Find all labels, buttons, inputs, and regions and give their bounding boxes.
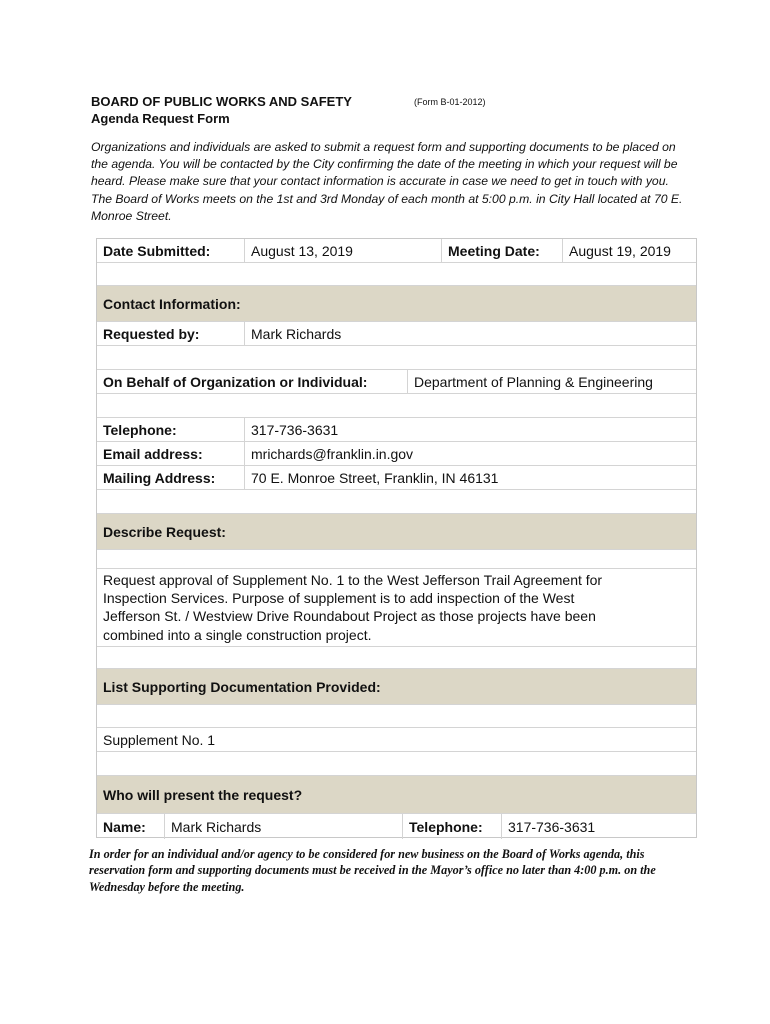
docs-section-header	[97, 669, 696, 705]
meeting-date-field[interactable]: August 19, 2019	[562, 239, 696, 262]
email-field[interactable]: mrichards@franklin.in.gov	[244, 442, 696, 465]
spacer-row	[97, 394, 696, 418]
meeting-date-label: Meeting Date:	[441, 239, 562, 262]
form-number: (Form B-01-2012)	[414, 97, 486, 107]
presenter-row	[97, 814, 696, 839]
intro-paragraph: Organizations and individuals are asked to submit a request form and supporting documents to be placed on the agenda. You will be contacted by the City confirming the date of the meeting in which your request will be heard. Please make sure that your contact information is accurate in case we need to get in touch with you. The Board of Works meets on the 1st and 3rd Monday of each month at 5:00 p.m. in City Hall located at 70 E. Monroe Street.	[91, 140, 683, 223]
agenda-request-table	[96, 238, 697, 838]
on-behalf-field[interactable]: Department of Planning & Engineering	[407, 370, 696, 393]
contact-section-header	[97, 286, 696, 322]
presenter-name-field[interactable]: Mark Richards	[164, 814, 402, 839]
presenter-name-label: Name:	[103, 818, 146, 835]
telephone-row	[97, 418, 696, 442]
presenter-phone-field[interactable]: 317-736-3631	[501, 814, 696, 839]
request-description-text	[103, 571, 683, 644]
date-submitted-label: Date Submitted:	[103, 242, 211, 259]
date-submitted-field[interactable]: August 13, 2019	[244, 239, 441, 262]
footer-note: In order for an individual and/or agency to be considered for new business on the Board of Works agenda, this reservation form and supporting documents must be received in the Mayor’s office no later than 4:00 p.m. on the Wednesday before the meeting.	[89, 847, 656, 894]
mailing-field[interactable]: 70 E. Monroe Street, Franklin, IN 46131	[244, 466, 696, 489]
email-row	[97, 442, 696, 466]
spacer-row	[97, 550, 696, 569]
spacer-row	[97, 705, 696, 728]
presenter-section-label: Who will present the request?	[103, 786, 303, 803]
form-title: BOARD OF PUBLIC WORKS AND SAFETY	[91, 94, 352, 109]
request-line: Inspection Services. Purpose of supplement is to add inspection of the West	[103, 590, 575, 607]
spacer-row	[97, 647, 696, 669]
spacer-row	[97, 263, 696, 286]
on-behalf-row	[97, 370, 696, 394]
request-line: combined into a single construction project.	[103, 626, 372, 643]
mailing-row	[97, 466, 696, 490]
spacer-row	[97, 490, 696, 514]
presenter-section-header	[97, 776, 696, 814]
requested-by-row	[97, 322, 696, 346]
telephone-label: Telephone:	[103, 421, 177, 438]
telephone-field[interactable]: 317-736-3631	[244, 418, 696, 441]
spacer-row	[97, 346, 696, 370]
requested-by-label: Requested by:	[103, 325, 200, 342]
form-subtitle: Agenda Request Form	[91, 111, 230, 126]
docs-section-label: List Supporting Documentation Provided:	[103, 678, 381, 695]
request-line: Jefferson St. / Westview Drive Roundabout Project as those projects have been	[103, 608, 596, 625]
contact-section-label: Contact Information:	[103, 295, 241, 312]
requested-by-field[interactable]: Mark Richards	[244, 322, 696, 345]
dates-row	[97, 239, 696, 263]
docs-row	[97, 728, 696, 752]
docs-field[interactable]: Supplement No. 1	[103, 731, 216, 748]
request-line: Request approval of Supplement No. 1 to the West Jefferson Trail Agreement for	[103, 572, 603, 588]
describe-section-header	[97, 514, 696, 550]
request-description-field[interactable]	[97, 569, 696, 647]
mailing-label: Mailing Address:	[103, 469, 216, 486]
on-behalf-label: On Behalf of Organization or Individual:	[103, 373, 368, 390]
spacer-row	[97, 752, 696, 776]
email-label: Email address:	[103, 445, 203, 462]
presenter-phone-label: Telephone:	[402, 814, 501, 839]
describe-section-label: Describe Request:	[103, 523, 226, 540]
